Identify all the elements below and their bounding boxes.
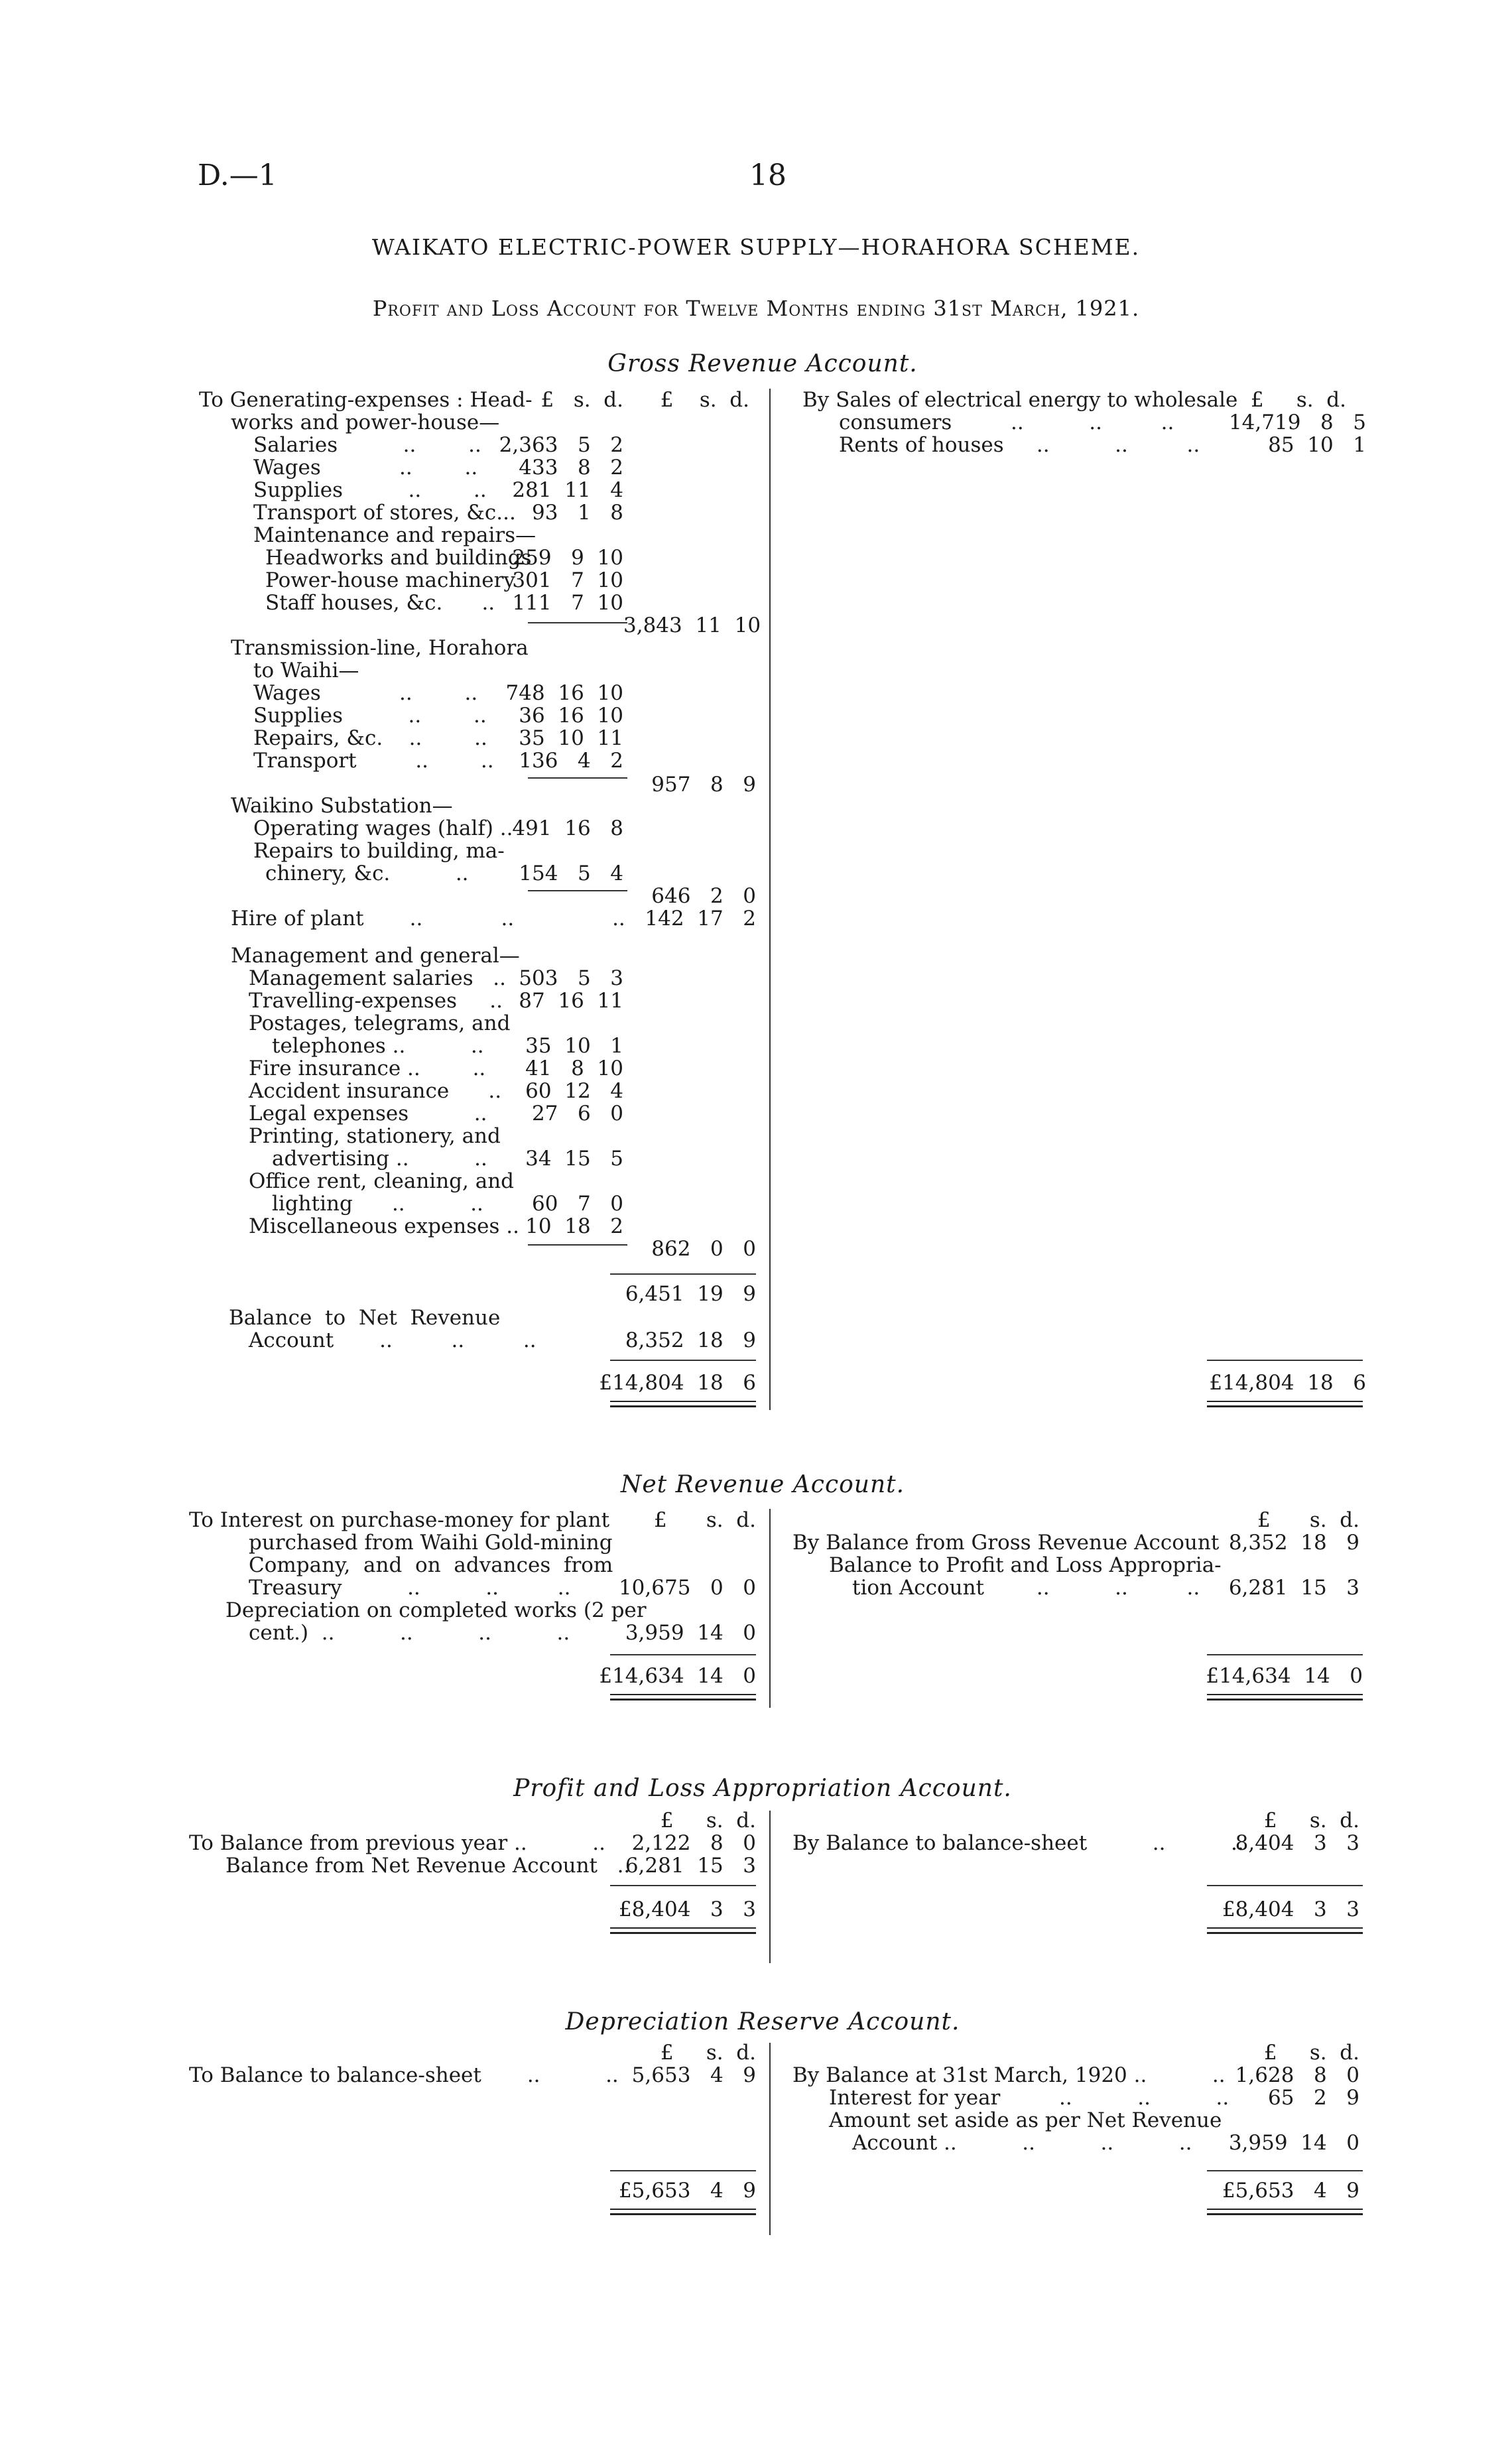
gross-lsd-header-right: £ s. d. — [1250, 388, 1346, 412]
gen-heading-line2: works and power-house— — [231, 411, 500, 434]
mgmt-postages-line2: telephones .. .. — [272, 1034, 484, 1058]
waikino-rule — [528, 890, 627, 891]
mgmt-office-line2: lighting .. .. — [272, 1192, 483, 1216]
gen-staff-label: Staff houses, &c. .. — [265, 591, 495, 615]
mgmt-fire-amount: 41 8 10 — [525, 1057, 623, 1080]
mgmt-accident-label: Accident insurance .. — [249, 1079, 502, 1103]
net-by-balance-label: By Balance from Gross Revenue Account — [792, 1531, 1220, 1555]
depreciation-right-double-rule — [1207, 2209, 1363, 2215]
mgmt-salaries-label: Management salaries .. — [249, 966, 506, 990]
trans-total: 957 8 9 — [651, 773, 756, 797]
gen-rule — [528, 622, 627, 623]
mgmt-misc-amount: 10 18 2 — [525, 1214, 623, 1238]
net-by-balance-amount: 8,352 18 9 — [1228, 1531, 1359, 1555]
hire-amount: 142 17 2 — [645, 907, 756, 931]
depreciation-lsd-header-right: £ s. d. — [1263, 2041, 1359, 2065]
depreciation-left-double-rule — [610, 2209, 756, 2215]
gross-balance-line2: Account .. .. .. — [249, 1328, 536, 1352]
mgmt-legal-amount: 27 6 0 — [531, 1102, 623, 1126]
net-right-double-rule — [1207, 1694, 1363, 1701]
gross-left-total: £14,804 18 6 — [599, 1371, 756, 1395]
trans-supplies-amount: 36 16 10 — [519, 704, 623, 728]
mgmt-accident-amount: 60 12 4 — [525, 1079, 623, 1103]
gross-right-total-rule — [1207, 1360, 1363, 1361]
gross-lsd-header-outer: £ s. d. — [660, 388, 749, 412]
page-number: 18 — [749, 159, 787, 192]
net-left-total-rule — [610, 1654, 756, 1655]
waikino-repairs-line1: Repairs to building, ma- — [253, 839, 505, 863]
appropriation-lsd-header-right: £ s. d. — [1263, 1809, 1359, 1833]
depreciation-by3-line1: Amount set aside as per Net Revenue — [829, 2108, 1222, 2132]
net-depreciation-amount: 3,959 14 0 — [625, 1621, 756, 1645]
gross-balance-line1: Balance to Net Revenue — [229, 1306, 501, 1330]
net-interest-line2: purchased from Waihi Gold-mining — [249, 1531, 613, 1555]
gross-subtotal: 6,451 19 9 — [625, 1282, 756, 1306]
depreciation-to-amount: 5,653 4 9 — [631, 2063, 756, 2087]
net-divider — [769, 1509, 771, 1708]
gen-powerhouse-label: Power-house machinery — [265, 568, 515, 592]
appropriation-right-total: £8,404 3 3 — [1222, 1897, 1359, 1921]
mgmt-printing-amount: 34 15 5 — [525, 1147, 623, 1171]
mgmt-printing-line2: advertising .. .. — [272, 1147, 487, 1171]
gen-salaries-label: Salaries .. .. — [253, 433, 481, 457]
waikino-wages-amount: 491 16 8 — [512, 816, 623, 840]
gen-wages-amount: 433 8 2 — [519, 456, 623, 480]
depreciation-left-total-rule — [610, 2170, 756, 2171]
appropriation-prev-label: To Balance from previous year .. .. — [189, 1831, 605, 1855]
net-by-pl-amount: 6,281 15 3 — [1228, 1576, 1359, 1600]
net-left-total: £14,634 14 0 — [599, 1664, 756, 1688]
sales-label-line1: By Sales of electrical energy to wholesale — [802, 388, 1238, 412]
hire-label: Hire of plant .. .. .. — [231, 907, 625, 931]
net-lsd-header-left: £ s. d. — [653, 1508, 756, 1532]
mgmt-printing-line1: Printing, stationery, and — [249, 1124, 501, 1148]
depreciation-by1-label: By Balance at 31st March, 1920 .. .. — [792, 2063, 1226, 2087]
document-reference: D.—1 — [198, 159, 277, 192]
gen-headworks-label: Headworks and buildings — [265, 546, 532, 570]
depreciation-lsd-header-left: £ s. d. — [660, 2041, 756, 2065]
trans-rule — [528, 777, 627, 779]
gen-supplies-amount: 281 11 4 — [512, 478, 623, 502]
gen-wages-label: Wages .. .. — [253, 456, 478, 480]
mgmt-travel-label: Travelling-expenses .. — [249, 989, 503, 1013]
depreciation-by1-amount: 1,628 8 0 — [1235, 2063, 1359, 2087]
waikino-total: 646 2 0 — [651, 884, 756, 908]
trans-repairs-label: Repairs, &c. .. .. — [253, 726, 487, 750]
gen-transport-label: Transport of stores, &c... — [253, 501, 516, 525]
depreciation-to-label: To Balance to balance-sheet .. .. — [189, 2063, 619, 2087]
gen-heading-line1: To Generating-expenses : Head- — [199, 388, 533, 412]
gen-total: 3,843 11 10 — [623, 613, 761, 637]
gen-powerhouse-amount: 301 7 10 — [512, 568, 623, 592]
net-interest-line3: Company, and on advances from — [249, 1553, 613, 1577]
net-right-total-rule — [1207, 1654, 1363, 1655]
mgmt-fire-label: Fire insurance .. .. — [249, 1057, 486, 1080]
sales-amount: 14,719 8 5 — [1228, 411, 1366, 434]
gen-headworks-amount: 259 9 10 — [512, 546, 623, 570]
gen-salaries-amount: 2,363 5 2 — [499, 433, 623, 457]
page-title: WAIKATO ELECTRIC-POWER SUPPLY—HORAHORA SCHEME. — [371, 234, 1141, 260]
net-by-pl-line2: tion Account .. .. .. — [852, 1576, 1200, 1600]
waikino-repairs-line2: chinery, &c. .. — [265, 862, 469, 885]
trans-wages-label: Wages .. .. — [253, 681, 478, 705]
net-depreciation-line2: cent.) .. .. .. .. — [249, 1621, 570, 1645]
net-depreciation-line1: Depreciation on completed works (2 per — [225, 1598, 647, 1622]
gross-left-double-rule — [610, 1401, 756, 1407]
gross-divider — [769, 389, 771, 1410]
appropriation-left-total-rule — [610, 1885, 756, 1886]
rents-label: Rents of houses .. .. .. — [839, 433, 1200, 457]
mgmt-postages-amount: 35 10 1 — [525, 1034, 623, 1058]
gross-left-total-rule — [610, 1360, 756, 1361]
depreciation-by2-label: Interest for year .. .. .. — [829, 2086, 1229, 2110]
trans-transport-label: Transport .. .. — [253, 749, 494, 773]
net-right-total: £14,634 14 0 — [1206, 1664, 1363, 1688]
gen-transport-amount: 93 1 8 — [531, 501, 623, 525]
depreciation-by2-amount: 65 2 9 — [1267, 2086, 1359, 2110]
appropriation-net-amount: 6,281 15 3 — [625, 1854, 756, 1878]
appropriation-heading: Profit and Loss Appropriation Account. — [513, 1775, 1012, 1802]
depreciation-heading: Depreciation Reserve Account. — [565, 2008, 960, 2035]
appropriation-divider — [769, 1811, 771, 1963]
net-by-pl-line1: Balance to Profit and Loss Appropria- — [829, 1553, 1222, 1577]
gross-subtotal-rule — [610, 1273, 756, 1275]
trans-heading-line1: Transmission-line, Horahora — [231, 636, 529, 660]
mgmt-legal-label: Legal expenses .. — [249, 1102, 487, 1126]
mgmt-travel-amount: 87 16 11 — [519, 989, 623, 1013]
mgmt-office-amount: 60 7 0 — [531, 1192, 623, 1216]
net-lsd-header-right: £ s. d. — [1257, 1508, 1359, 1532]
net-left-double-rule — [610, 1694, 756, 1701]
page-subtitle: Profit and Loss Account for Twelve Months ending 31st March, 1921. — [372, 296, 1140, 321]
depreciation-right-total-rule — [1207, 2170, 1363, 2171]
appropriation-left-total: £8,404 3 3 — [618, 1897, 756, 1921]
appropriation-prev-amount: 2,122 8 0 — [631, 1831, 756, 1855]
depreciation-divider — [769, 2043, 771, 2235]
gross-right-total: £14,804 18 6 — [1209, 1371, 1366, 1395]
depreciation-by3-amount: 3,959 14 0 — [1228, 2131, 1359, 2155]
appropriation-lsd-header-left: £ s. d. — [660, 1809, 756, 1833]
net-interest-line4: Treasury .. .. .. — [249, 1576, 571, 1600]
appropriation-by-label: By Balance to balance-sheet .. .. — [792, 1831, 1244, 1855]
appropriation-right-double-rule — [1207, 1927, 1363, 1934]
depreciation-right-total: £5,653 4 9 — [1222, 2179, 1359, 2203]
depreciation-left-total: £5,653 4 9 — [618, 2179, 756, 2203]
mgmt-postages-line1: Postages, telegrams, and — [249, 1011, 511, 1035]
waikino-repairs-amount: 154 5 4 — [519, 862, 623, 885]
trans-repairs-amount: 35 10 11 — [519, 726, 623, 750]
appropriation-left-double-rule — [610, 1927, 756, 1934]
gross-balance-amount: 8,352 18 9 — [625, 1328, 756, 1352]
sales-label-line2: consumers .. .. .. — [839, 411, 1174, 434]
mgmt-heading: Management and general— — [231, 944, 520, 968]
trans-heading-line2: to Waihi— — [253, 659, 359, 682]
waikino-wages-label: Operating wages (half) .. — [253, 816, 513, 840]
gross-lsd-header-inner: £ s. d. — [540, 388, 623, 412]
net-revenue-heading: Net Revenue Account. — [620, 1471, 905, 1498]
mgmt-office-line1: Office rent, cleaning, and — [249, 1169, 515, 1193]
net-interest-line1: To Interest on purchase-money for plant — [189, 1508, 610, 1532]
net-interest-amount: 10,675 0 0 — [618, 1576, 756, 1600]
trans-supplies-label: Supplies .. .. — [253, 704, 487, 728]
gross-revenue-heading: Gross Revenue Account. — [607, 350, 918, 377]
waikino-heading: Waikino Substation— — [231, 794, 453, 818]
gross-right-double-rule — [1207, 1401, 1363, 1407]
gen-staff-amount: 111 7 10 — [512, 591, 623, 615]
mgmt-total: 862 0 0 — [651, 1237, 756, 1261]
trans-wages-amount: 748 16 10 — [505, 681, 623, 705]
mgmt-misc-label: Miscellaneous expenses .. — [249, 1214, 519, 1238]
appropriation-net-label: Balance from Net Revenue Account .. — [225, 1854, 631, 1878]
gen-supplies-label: Supplies .. .. — [253, 478, 487, 502]
appropriation-by-amount: 8,404 3 3 — [1235, 1831, 1359, 1855]
mgmt-rule — [528, 1244, 627, 1246]
trans-transport-amount: 136 4 2 — [519, 749, 623, 773]
depreciation-by3-line2: Account .. .. .. .. — [852, 2131, 1192, 2155]
appropriation-right-total-rule — [1207, 1885, 1363, 1886]
mgmt-salaries-amount: 503 5 3 — [519, 966, 623, 990]
rents-amount: 85 10 1 — [1268, 433, 1366, 457]
gen-maintenance-heading: Maintenance and repairs— — [253, 523, 536, 547]
